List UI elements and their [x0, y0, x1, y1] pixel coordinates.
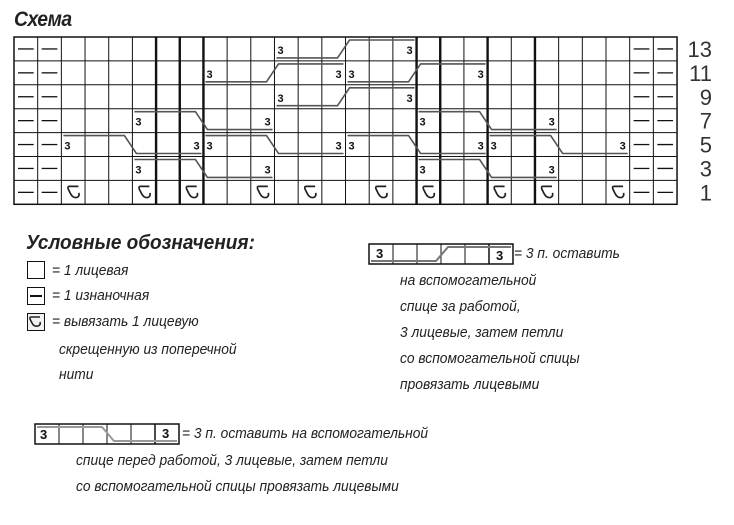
svg-text:3: 3: [264, 116, 271, 129]
svg-text:3: 3: [406, 45, 413, 57]
svg-text:3: 3: [162, 426, 170, 441]
knit-symbol-icon: [27, 261, 45, 279]
svg-text:3: 3: [477, 140, 484, 153]
svg-text:3: 3: [135, 116, 142, 129]
svg-text:3: 3: [619, 140, 626, 153]
svg-text:3: 3: [206, 140, 213, 153]
svg-text:3: 3: [348, 68, 355, 81]
legend-cable-left-text-1: = 3 п. оставить на вспомогательной: [182, 425, 429, 442]
cable-right-symbol-icon: [368, 243, 514, 265]
svg-text:3: 3: [477, 68, 484, 81]
svg-text:3: 3: [193, 140, 200, 153]
legend-twist-text-3: нити: [59, 366, 94, 383]
svg-text:3: 3: [135, 164, 142, 177]
row-number-label: 5: [699, 132, 712, 158]
legend-purl-text: = 1 изнаночная: [52, 287, 150, 304]
legend-twist-text-2: скрещенную из поперечной: [59, 341, 237, 358]
svg-text:3: 3: [335, 68, 342, 81]
legend-cable-left-text-2: спице перед работой, 3 лицевые, затем петли: [76, 452, 388, 469]
svg-text:3: 3: [406, 92, 413, 105]
legend-cable-right-text-2: на вспомогательной: [400, 272, 537, 289]
chart-title: Схема: [14, 8, 72, 31]
legend-knit-text: = 1 лицевая: [52, 262, 129, 279]
row-number-label: 11: [689, 60, 712, 86]
svg-text:3: 3: [64, 140, 71, 153]
svg-text:3: 3: [548, 164, 555, 177]
row-number-label: 3: [699, 156, 712, 182]
svg-text:3: 3: [277, 92, 284, 105]
row-number-label: 13: [687, 37, 712, 62]
svg-text:3: 3: [348, 140, 355, 153]
svg-text:3: 3: [419, 116, 426, 129]
row-number-label: 9: [699, 84, 712, 110]
svg-text:3: 3: [490, 140, 497, 153]
purl-symbol-icon: [27, 287, 45, 305]
row-number-label: 7: [699, 108, 712, 134]
knitting-chart: [0, 0, 734, 215]
legend-title: Условные обозначения:: [26, 232, 255, 254]
legend-cable-right-text-1: = 3 п. оставить: [514, 245, 620, 262]
legend-twist-text: = вывязать 1 лицевую: [52, 313, 199, 330]
legend-cable-right-text-4: 3 лицевые, затем петли: [400, 324, 564, 341]
svg-text:3: 3: [419, 164, 426, 177]
twist-symbol-icon: [27, 313, 45, 331]
svg-text:3: 3: [548, 116, 555, 129]
svg-text:3: 3: [335, 140, 342, 153]
legend-cable-right-text-6: провязать лицевыми: [400, 376, 540, 393]
svg-text:3: 3: [376, 246, 384, 261]
svg-text:3: 3: [40, 427, 48, 442]
cable-left-symbol-icon: [34, 423, 180, 445]
legend-cable-right-text-5: со вспомогательной спицы: [400, 350, 580, 367]
svg-text:3: 3: [264, 164, 271, 177]
legend-cable-left-text-3: со вспомогательной спицы провязать лицевыми: [76, 478, 399, 495]
svg-text:3: 3: [206, 68, 213, 81]
svg-text:3: 3: [277, 45, 284, 57]
svg-text:3: 3: [496, 248, 504, 263]
legend-cable-right-text-3: спице за работой,: [400, 298, 521, 315]
row-number-label: 1: [699, 180, 712, 206]
